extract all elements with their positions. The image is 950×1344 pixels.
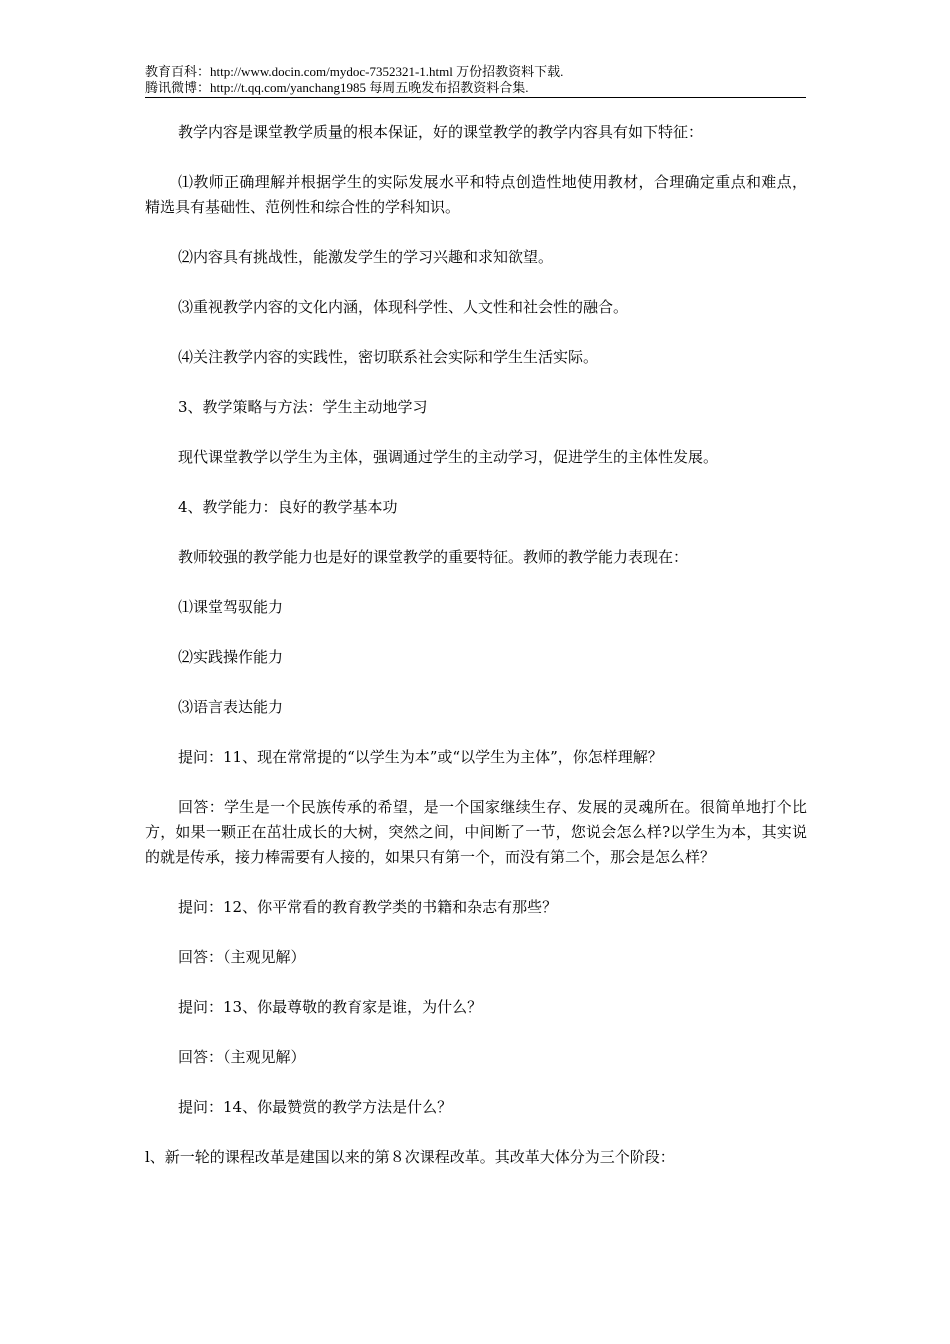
section-heading-ability: 4、教学能力：良好的教学基本功 <box>178 498 398 516</box>
header-line-weibo: 腾讯微博：http://t.qq.com/yanchang1985 每周五晚发布招教资料合集. <box>145 80 529 95</box>
question-14: 提问：14、你最赞赏的教学方法是什么？ <box>178 1098 453 1116</box>
question-11: 提问：11、现在常常提的“以学生为本”或“以学生为主体”，你怎样理解？ <box>178 748 663 766</box>
paragraph-ability-item-2: ⑵实践操作能力 <box>178 648 284 666</box>
answer-12: 回答：（主观见解） <box>178 948 306 966</box>
answer-13: 回答：（主观见解） <box>178 1048 306 1066</box>
question-12: 提问：12、你平常看的教育教学类的书籍和杂志有那些？ <box>178 898 558 916</box>
paragraph-ability-intro: 教师较强的教学能力也是好的课堂教学的重要特征。教师的教学能力表现在： <box>178 548 689 566</box>
paragraph-content-item-3: ⑶重视教学内容的文化内涵，体现科学性、人文性和社会性的融合。 <box>178 298 629 316</box>
paragraph-strategy: 现代课堂教学以学生为主体，强调通过学生的主动学习，促进学生的主体性发展。 <box>178 448 719 466</box>
paragraph-ability-item-1: ⑴课堂驾驭能力 <box>178 598 284 616</box>
page-header <box>145 64 806 98</box>
section-heading-strategy: 3、教学策略与方法：学生主动地学习 <box>178 398 428 416</box>
question-13: 提问：13、你最尊敬的教育家是谁，为什么？ <box>178 998 483 1016</box>
paragraph-content-item-1: ⑴教师正确理解并根据学生的实际发展水平和特点创造性地使用教材，合理确定重点和难点，精选具有基础性、范例性和综合性的学科知识。 <box>145 173 807 216</box>
header-line-docin: 教育百科：http://www.docin.com/mydoc-7352321-1.html 万份招教资料下载. <box>145 64 564 79</box>
paragraph-ability-item-3: ⑶语言表达能力 <box>178 698 284 716</box>
paragraph-content-item-4: ⑷关注教学内容的实践性，密切联系社会实际和学生生活实际。 <box>178 348 599 366</box>
document-body <box>145 120 807 1195</box>
answer-11: 回答：学生是一个民族传承的希望，是一个国家继续生存、发展的灵魂所在。很简单地打个比方，如果一颗正在茁壮成长的大树，突然之间，中间断了一节，您说会怎么样?以学生为本，其实说的就是传承，接力棒需要有人接的，如果只有第一个，而没有第二个，那会是怎么样？ <box>145 798 807 866</box>
paragraph-content-item-2: ⑵内容具有挑战性，能激发学生的学习兴趣和求知欲望。 <box>178 248 554 266</box>
paragraph-curriculum-reform: l、新一轮的课程改革是建国以来的第８次课程改革。其改革大体分为三个阶段： <box>145 1148 675 1166</box>
paragraph-content-intro: 教学内容是课堂教学质量的根本保证，好的课堂教学的教学内容具有如下特征： <box>178 123 704 141</box>
